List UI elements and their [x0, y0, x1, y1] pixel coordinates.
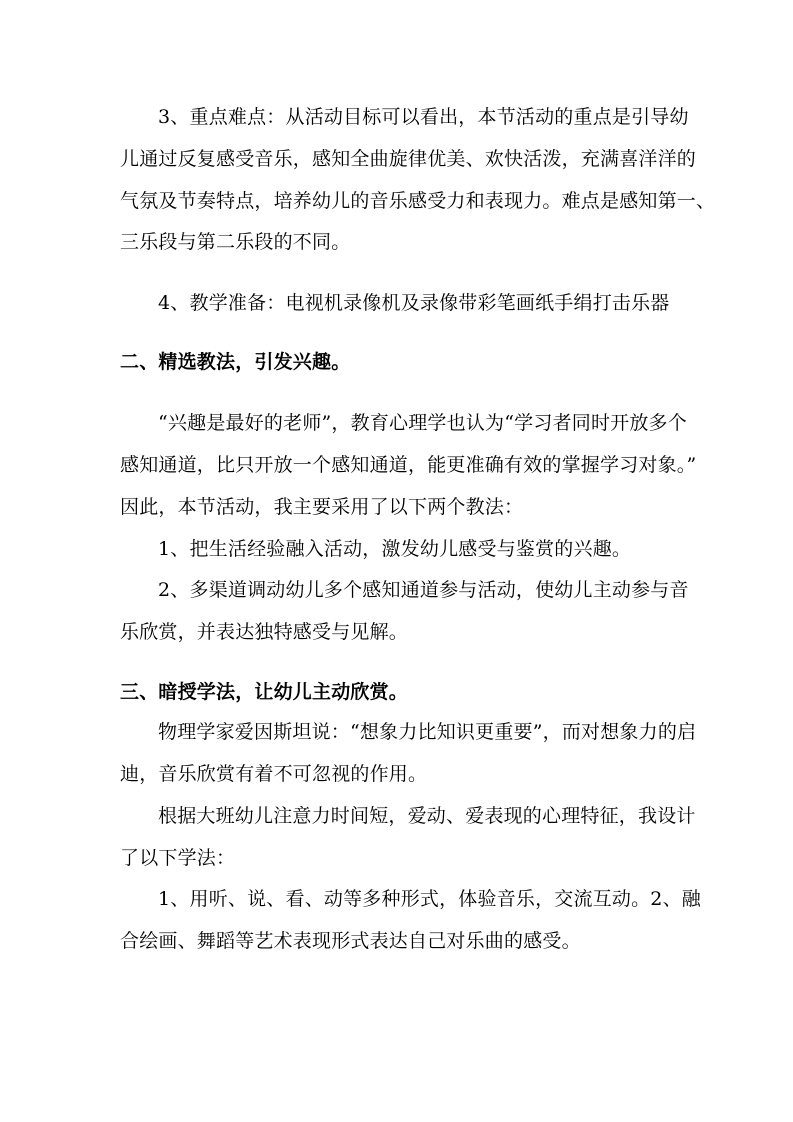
focus-line-1: 3、重点难点：从活动目标可以看出，本节活动的重点是引导幼: [158, 106, 689, 128]
section-3-quote-line-2: 迪，音乐欣赏有着不可忽视的作用。: [120, 763, 428, 785]
section-2-intro-line-1: “兴趣是最好的老师”，教育心理学也认为“学习者同时开放多个: [158, 412, 687, 434]
teaching-method-2-line-2: 乐欣赏，并表达独特感受与见解。: [120, 621, 409, 643]
section-3-design-line-2: 了以下学法：: [120, 847, 236, 869]
section-2-heading: 二、精选教法，引发兴趣。: [120, 351, 351, 373]
teaching-method-2-line-1: 2、多渠道调动幼儿多个感知通道参与活动，使幼儿主动参与音: [158, 579, 689, 601]
focus-line-2: 儿通过反复感受音乐，感知全曲旋律优美、欢快活泼，充满喜洋洋的: [120, 148, 697, 170]
section-2-intro-line-3: 因此，本节活动，我主要采用了以下两个教法：: [120, 496, 524, 518]
section-2-intro-line-2: 感知通道，比只开放一个感知通道，能更准确有效的掌握学习对象。”: [120, 454, 697, 476]
teaching-method-1: 1、把生活经验融入活动，激发幼儿感受与鉴赏的兴趣。: [158, 538, 632, 560]
section-3-quote-line-1: 物理学家爱因斯坦说：“想象力比知识更重要”，而对想象力的启: [158, 721, 697, 743]
learning-methods-line-1: 1、用听、说、看、动等多种形式，体验音乐，交流互动。2、融: [158, 888, 701, 910]
focus-line-3: 气氛及节奏特点，培养幼儿的音乐感受力和表现力。难点是感知第一、: [120, 190, 716, 212]
learning-methods-line-2: 合绘画、舞蹈等艺术表现形式表达自己对乐曲的感受。: [120, 930, 581, 952]
section-3-design-line-1: 根据大班幼儿注意力时间短，爱动、爱表现的心理特征，我设计: [158, 805, 696, 827]
focus-line-4: 三乐段与第二乐段的不同。: [120, 231, 351, 253]
teaching-preparation: 4、教学准备：电视机录像机及录像带彩笔画纸手绢打击乐器: [158, 292, 670, 314]
section-3-heading: 三、暗授学法，让幼儿主动欣赏。: [120, 681, 409, 703]
